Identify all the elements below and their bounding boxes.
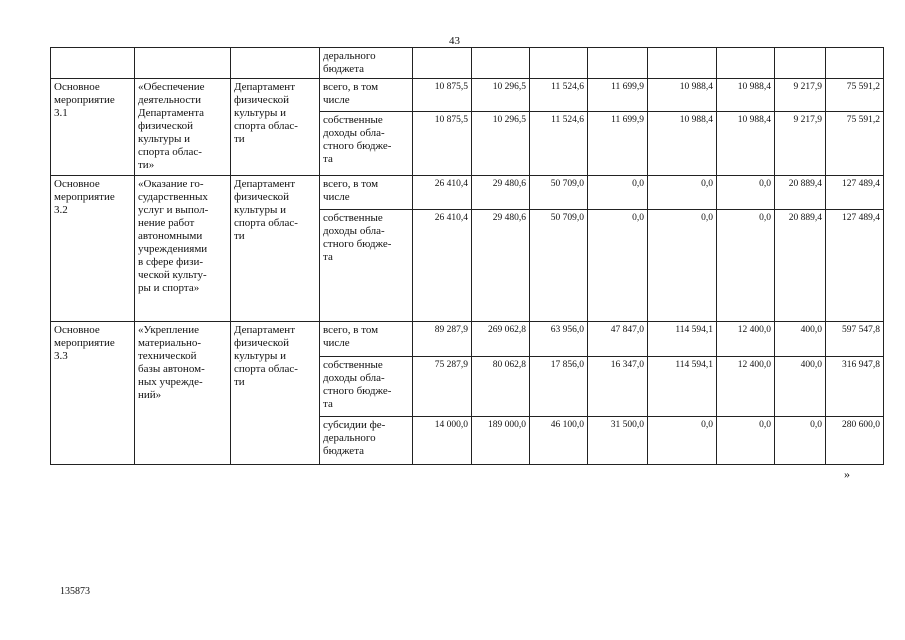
value-cell: 316 947,8: [826, 357, 884, 417]
value-cell: 29 480,6: [472, 210, 530, 322]
executor-cell: Департамент физической культуры и спорта облас- ти: [231, 79, 320, 176]
value-cell: 0,0: [717, 210, 775, 322]
value-cell: 50 709,0: [530, 176, 588, 210]
value-cell: 80 062,8: [472, 357, 530, 417]
value-cell: 10 988,4: [648, 79, 717, 112]
measure-cell: [51, 48, 135, 79]
value-cell: 114 594,1: [648, 322, 717, 357]
value-cell: 0,0: [717, 417, 775, 465]
value-cell: 10 988,4: [717, 79, 775, 112]
value-cell: 50 709,0: [530, 210, 588, 322]
value-cell: [530, 48, 588, 79]
value-cell: 0,0: [648, 176, 717, 210]
value-cell: 597 547,8: [826, 322, 884, 357]
value-cell: 114 594,1: [648, 357, 717, 417]
value-cell: 0,0: [648, 417, 717, 465]
table-row: [51, 176, 884, 210]
measure-name-cell: «Оказание го- сударственных услуг и выпол- нение работ автономными учреждениями в сфере физи- ческой культу- ры и спорта»: [135, 176, 231, 322]
value-cell: 400,0: [775, 322, 826, 357]
value-cell: [648, 48, 717, 79]
value-cell: 0,0: [588, 210, 648, 322]
value-cell: [472, 48, 530, 79]
value-cell: 127 489,4: [826, 210, 884, 322]
value-cell: 16 347,0: [588, 357, 648, 417]
value-cell: 9 217,9: [775, 112, 826, 176]
measure-name-cell: [135, 48, 231, 79]
value-cell: 127 489,4: [826, 176, 884, 210]
value-cell: 10 875,5: [413, 79, 472, 112]
value-cell: 75 591,2: [826, 112, 884, 176]
value-cell: 75 287,9: [413, 357, 472, 417]
value-cell: 0,0: [775, 417, 826, 465]
value-cell: 63 956,0: [530, 322, 588, 357]
funding-source-cell: дерального бюджета: [320, 48, 413, 79]
value-cell: 10 296,5: [472, 79, 530, 112]
value-cell: 17 856,0: [530, 357, 588, 417]
value-cell: 47 847,0: [588, 322, 648, 357]
value-cell: 189 000,0: [472, 417, 530, 465]
value-cell: 26 410,4: [413, 176, 472, 210]
value-cell: 12 400,0: [717, 322, 775, 357]
value-cell: 400,0: [775, 357, 826, 417]
document-code: 135873: [60, 586, 90, 597]
table-row: [51, 79, 884, 112]
value-cell: 75 591,2: [826, 79, 884, 112]
value-cell: 31 500,0: [588, 417, 648, 465]
value-cell: 89 287,9: [413, 322, 472, 357]
funding-source-cell: всего, в том числе: [320, 176, 413, 210]
value-cell: 11 524,6: [530, 79, 588, 112]
closing-quote-mark: »: [844, 467, 850, 481]
executor-cell: Департамент физической культуры и спорта облас- ти: [231, 322, 320, 465]
value-cell: 10 988,4: [648, 112, 717, 176]
executor-cell: [231, 48, 320, 79]
value-cell: 20 889,4: [775, 176, 826, 210]
value-cell: 10 988,4: [717, 112, 775, 176]
measure-name-cell: «Обеспечение деятельности Департамента физической культуры и спорта облас- ти»: [135, 79, 231, 176]
table-row: [51, 322, 884, 357]
value-cell: 0,0: [717, 176, 775, 210]
value-cell: 0,0: [588, 176, 648, 210]
value-cell: 280 600,0: [826, 417, 884, 465]
value-cell: 10 296,5: [472, 112, 530, 176]
funding-source-cell: субсидии фе- дерального бюджета: [320, 417, 413, 465]
funding-source-cell: всего, в том числе: [320, 322, 413, 357]
value-cell: 10 875,5: [413, 112, 472, 176]
value-cell: 9 217,9: [775, 79, 826, 112]
value-cell: [717, 48, 775, 79]
value-cell: 0,0: [648, 210, 717, 322]
funding-source-cell: собственные доходы обла- стного бюдже- та: [320, 210, 413, 322]
value-cell: 20 889,4: [775, 210, 826, 322]
funding-source-cell: собственные доходы обла- стного бюдже- та: [320, 112, 413, 176]
value-cell: [775, 48, 826, 79]
value-cell: 46 100,0: [530, 417, 588, 465]
value-cell: [413, 48, 472, 79]
measure-name-cell: «Укрепление материально- технической базы автоном- ных учрежде- ний»: [135, 322, 231, 465]
value-cell: 26 410,4: [413, 210, 472, 322]
measure-cell: Основное мероприятие 3.1: [51, 79, 135, 176]
value-cell: [826, 48, 884, 79]
value-cell: 29 480,6: [472, 176, 530, 210]
value-cell: 11 524,6: [530, 112, 588, 176]
table-row: [51, 48, 884, 79]
value-cell: 11 699,9: [588, 79, 648, 112]
executor-cell: Департамент физической культуры и спорта облас- ти: [231, 176, 320, 322]
page-number: 43: [449, 35, 460, 47]
budget-table: [50, 47, 884, 465]
measure-cell: Основное мероприятие 3.3: [51, 322, 135, 465]
value-cell: 12 400,0: [717, 357, 775, 417]
measure-cell: Основное мероприятие 3.2: [51, 176, 135, 322]
value-cell: 14 000,0: [413, 417, 472, 465]
value-cell: 269 062,8: [472, 322, 530, 357]
funding-source-cell: собственные доходы обла- стного бюдже- та: [320, 357, 413, 417]
value-cell: 11 699,9: [588, 112, 648, 176]
value-cell: [588, 48, 648, 79]
funding-source-cell: всего, в том числе: [320, 79, 413, 112]
